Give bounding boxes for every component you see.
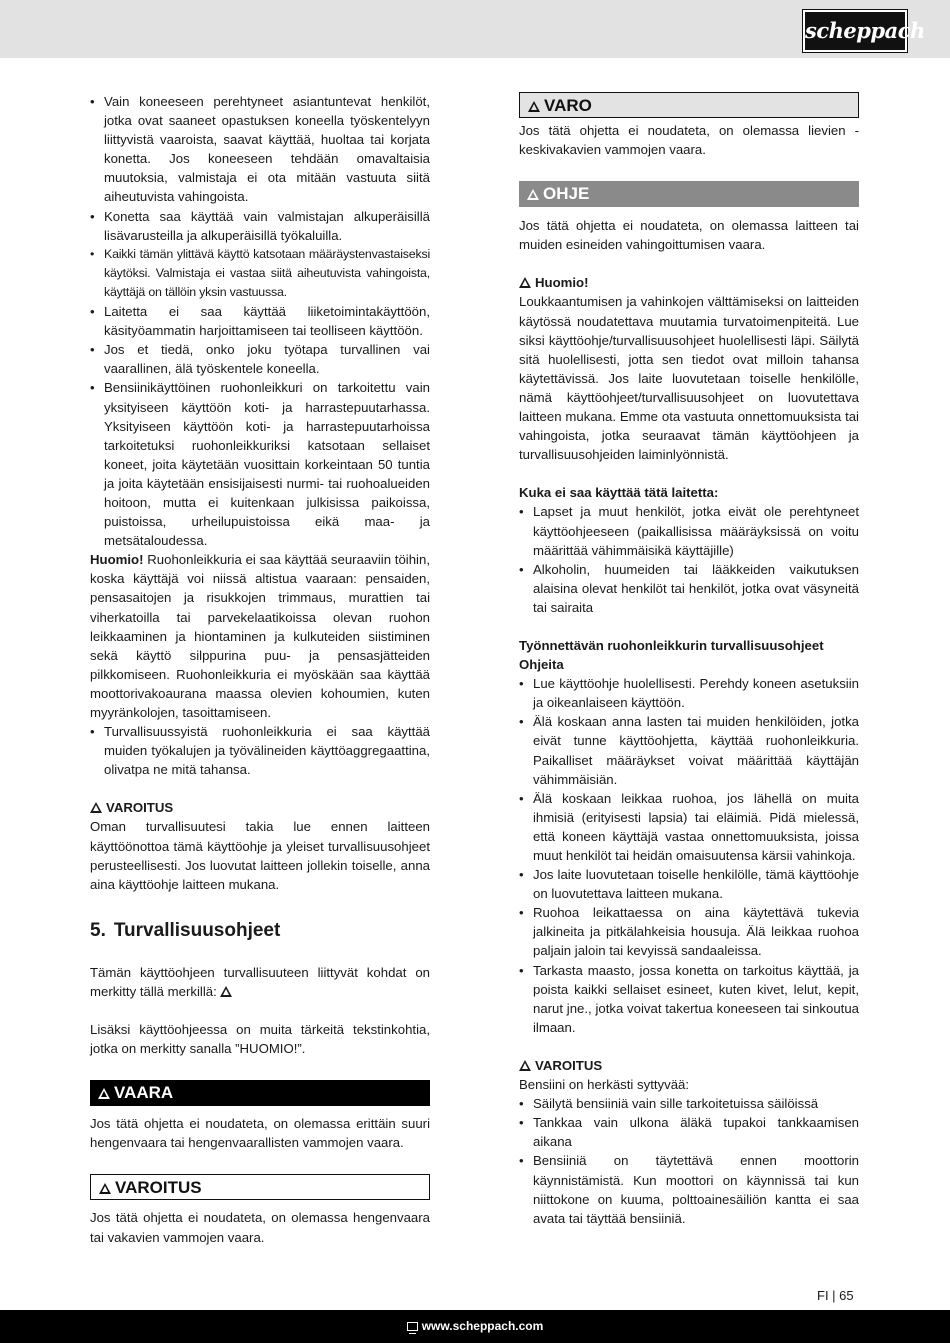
intro-text-2: Lisäksi käyttöohjeessa on muita tärkeitä tekstinkohtia, jotka on merkitty sanalla ”HUOMIO!”. — [90, 1022, 430, 1057]
ohjeita-heading: Ohjeita — [519, 657, 564, 673]
huomio-text: Ruohonleikkuria ei saa käyttää seuraaviin töihin, koska käyttäjä voi niissä altistua vaaraan: pensaiden, pensasaitojen ja risukkojen trimmaus, murattien tai viherkatoilla tai parvekelaatikoissa olevan ruohon leikkaaminen ja hiontaminen ja kulkuteiden siistiminen sekä käyttö silppurina puu- ja pensasjätteiden pilkkomiseen. Ruohonleikkuria ei myöskään saa käyttää moottorivakoaurana maassa olevien kohoumien, kuten myyränkolojen, tasoittamiseen. — [90, 552, 430, 720]
huomio-heading: Huomio! — [519, 273, 859, 292]
brand-logo: scheppach — [803, 10, 907, 52]
list-item: • Säilytä bensiiniä vain sille tarkoitetuissa säilöissä — [519, 1094, 859, 1113]
usage-restrictions-list — [90, 92, 430, 550]
list-item: • Bensiinikäyttöinen ruohonleikkuri on tarkoitettu vain yksityiseen käyttöön koti- ja harrastepuutarhassa. Yksityiseen käyttöön koti- ja harrastepuutarhoissa tarkoitetuksi ruohonleikkuriksi katsotaan sellaiset koneet, joita käytetään vuosittain korkeintaan 50 tuntia ja joita käytetään ensisijaisesti nurmi- tai ruohoalueiden hoitoon, mutta ei kuitenkaan julkisissa paikoissa, puistoissa, urheilupuistoissa eikä maa- ja metsätaloudessa. — [90, 378, 430, 550]
list-item: • Tankkaa vain ulkona äläkä tupakoi tankkaamisen aikana — [519, 1113, 859, 1151]
list-item: • Tarkasta maasto, jossa konetta on tarkoitus käyttää, ja poista kaikki sellaiset esineet, kuten kivet, lelut, kepit, narut jne., jotka voivat takertua koneeseen tai sinkoutua ilmaan. — [519, 961, 859, 1037]
ohjeita-list — [519, 674, 859, 1037]
varoitus-heading: VAROITUS — [519, 1056, 859, 1075]
page-number: FI | 65 — [817, 1288, 854, 1303]
intro-text: Tämän käyttöohjeen turvallisuuteen liittyvät kohdat on merkitty tällä merkillä: — [90, 964, 430, 999]
warning-icon — [527, 189, 539, 200]
varoitus-box: VAROITUS — [90, 1174, 430, 1200]
aggregate-list — [90, 722, 430, 779]
warning-icon — [90, 802, 102, 813]
section-title: Turvallisuusohjeet — [113, 919, 281, 941]
kuka-heading: Kuka ei saa käyttää tätä laitetta: — [519, 485, 719, 501]
ohje-box: OHJE — [519, 181, 859, 207]
list-item: • Alkoholin, huumeiden tai lääkkeiden vaikutuksen alaisina olevat henkilöt tai henkilöt, jotka ovat väsyneitä tai sairaita — [519, 560, 859, 617]
vaara-box: VAARA — [90, 1080, 430, 1106]
list-item: • Lapset ja muut henkilöt, jotka eivät ole perehtyneet käyttöohjeeseen (paikallisissa määräyksissä on voitu määrittää vähimmäisikä käyttäjille) — [519, 502, 859, 559]
list-item: • Laitetta ei saa käyttää liiketoimintakäyttöön, käsityöammatin harjoittamiseen tai teolliseen käyttöön. — [90, 302, 430, 340]
list-item: • Lue käyttöohje huolellisesti. Perehdy koneen asetuksiin ja oikeanlaiseen käyttöön. — [519, 674, 859, 712]
varoitus-heading: VAROITUS — [90, 798, 430, 817]
list-item: • Älä koskaan anna lasten tai muiden henkilöiden, jotka eivät tunne käyttöohjetta, käyttää ruohonleikkuria. Paikalliset määräykset voivat määrittää käyttäjän vähimmäisiän. — [519, 712, 859, 788]
list-item: • Ruohoa leikattaessa on aina käytettävä tukevia jalkineita ja pitkälahkeisia housuja. Älä leikkaa ruohoa paljain jaloin tai kevyissä sandaaleissa. — [519, 903, 859, 960]
footer-bar — [0, 1310, 950, 1343]
varoitus-box-text: Jos tätä ohjetta ei noudateta, on olemassa hengenvaara tai vakavien vammojen vaara. — [90, 1210, 430, 1245]
ohje-text: Jos tätä ohjetta ei noudateta, on olemassa laitteen tai muiden esineiden vahingoittumisen vaara. — [519, 218, 859, 253]
warning-icon — [519, 1060, 531, 1071]
list-item: • Jos et tiedä, onko joku työtapa turvallinen vai vaarallinen, älä työskentele koneella. — [90, 340, 430, 378]
website-link[interactable]: www.scheppach.com — [421, 1319, 544, 1333]
warning-icon — [528, 101, 540, 112]
vaara-text: Jos tätä ohjetta ei noudateta, on olemassa erittäin suuri hengenvaara tai hengenvaarallisten vammojen vaara. — [90, 1116, 430, 1151]
list-item: • Konetta saa käyttää vain valmistajan alkuperäisillä lisävarusteilla ja alkuperäisillä työkaluilla. — [90, 207, 430, 245]
huomio-label: Huomio! — [90, 552, 144, 568]
varo-text: Jos tätä ohjetta ei noudateta, on olemassa lievien - keskivakavien vammojen vaara. — [519, 123, 859, 158]
fuel-list — [519, 1094, 859, 1228]
varoitus-text: Oman turvallisuutesi takia lue ennen laitteen käyttöönottoa tämä käyttöohje ja yleiset turvallisuusohjeet perusteellisesti. Jos luovutat laitteen jollekin toiselle, anna aina käyttöohje laitteen mukana. — [90, 819, 430, 892]
list-item: • Vain koneeseen perehtyneet asiantuntevat henkilöt, jotka ovat saaneet opastuksen koneella työskentelyyn liittyvistä vaaroista, saavat käyttää, huoltaa tai korjata konetta. Jos koneeseen tehdään omavaltaisia muutoksia, valmistaja ei ota mitään vastuuta siitä aiheutuvista vahingoista. — [90, 92, 430, 207]
list-item: • Älä koskaan leikkaa ruohoa, jos lähellä on muita ihmisiä (erityisesti lapsia) tai eläimiä. Pidä mielessä, että koneen käyttäjä vastaa onnettomuuksista, joissa muut henkilöt tai heidän omaisuutensa kärsii vahinkoja. — [519, 789, 859, 865]
tyon-heading: Työnnettävän ruohonleikkurin turvallisuusohjeet — [519, 637, 824, 653]
warning-icon — [99, 1183, 111, 1194]
left-column — [90, 92, 430, 1247]
huomio-text: Loukkaantumisen ja vahinkojen välttämiseksi on laitteiden käytössä noudatettava muutamia turvatoimenpiteitä. Lue siksi käyttöohje/turvallisuusohjeet huolellisesti läpi. Säilytä sitä huolellisesti, jotta sen tiedot ovat milloin tahansa käytettävissä. Jos laite luovutetaan toiselle henkilölle, nämä käyttöohjeet/turvallisuusohjeet on luovutettava laitteen mukana. Emme ota vastuuta onnettomuuksista tai vahingoista, jotka seuraavat tämän käyttöohjeen ja turvallisuusohjeiden laiminlyönnistä. — [519, 294, 859, 463]
list-item: • Turvallisuussyistä ruohonleikkuria ei saa käyttää muiden työkalujen ja työvälineiden käyttöaggregaattina, olivatpa ne mitä tahansa. — [90, 722, 430, 779]
varoitus-text: Bensiini on herkästi syttyvää: — [519, 1077, 690, 1093]
monitor-icon — [407, 1322, 418, 1331]
section-number: 5. — [90, 919, 106, 941]
warning-icon — [519, 277, 531, 288]
varo-box: VARO — [519, 92, 859, 118]
right-column — [519, 92, 859, 1228]
list-item: • Kaikki tämän ylittävä käyttö katsotaan määräystenvastaiseksi käytöksi. Valmistaja ei vastaa siitä aiheutuvista vahingoista, käyttäjä on tällöin yksin vastuussa. — [90, 245, 430, 302]
huomio-paragraph — [90, 550, 430, 722]
list-item: • Jos laite luovutetaan toiselle henkilölle, tämä käyttöohje on luovutettava laitteen mukana. — [519, 865, 859, 903]
kuka-list — [519, 502, 859, 617]
list-item: • Bensiiniä on täytettävä ennen moottorin käynnistämistä. Kun moottori on käynnissä tai kun niittokone on kuuma, polttoainesäiliön kantta ei saa avata tai täyttää bensiiniä. — [519, 1151, 859, 1227]
warning-icon — [98, 1088, 110, 1099]
section-heading — [90, 919, 430, 943]
warning-icon — [220, 986, 232, 997]
